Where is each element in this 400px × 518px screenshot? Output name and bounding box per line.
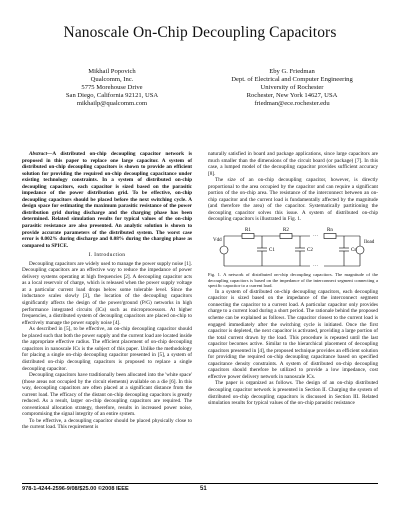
author-block-1: [22, 68, 202, 108]
author-city: San Diego, California 92121, USA: [65, 92, 159, 100]
paragraph: To be effective, a decoupling capacitor should be placed physically close to the current load. This requirement is: [22, 417, 192, 431]
author-affiliation: Qualcomm, Inc.: [90, 76, 134, 84]
current-load-symbol: [356, 246, 364, 254]
figure-1: [208, 226, 378, 272]
abstract: [22, 151, 192, 249]
label-c2: C2: [307, 248, 313, 254]
paragraph: Decoupling capacitors are widely used to manage the power supply noise [1]. Decoupling capacitors are an effective way to reduce the impedance of power delivery systems operating at high frequencies [2]. A decoupling capacitor acts as a local reservoir of charge, which is released when the power supply voltage at a particular current load drops below some tolerable level. Since the inductance scales slowly [3], the location of the decoupling capacitors significantly affects the design of the power/ground (P/G) networks in high performance integrated circuits (ICs) such as microprocessors. At higher frequencies, a distributed system of decoupling capacitors are placed on-chip to effectively manage the power supply noise [4].: [22, 260, 192, 326]
right-column: [208, 151, 378, 407]
page-number: 51: [200, 486, 207, 492]
section-heading: I. Introduction: [88, 252, 126, 259]
paragraph: The size of an on-chip decoupling capacitor, however, is directly proportional to the area occupied by the capacitor and can require a significant portion of the on-chip area. The resistance of the interconnect between an on-chip capacitor and the current load is fundamentally affected by the magnitude (and therefore the area) of the capacitor. Systematically partitioning the decoupling capacitor solves this issue. A system of distributed on-chip decoupling capacitors is illustrated in Fig. 1.: [208, 177, 378, 223]
label-iload: Iload: [364, 240, 375, 246]
footer-isbn: 978-1-4244-2596-9/08/$25.00 ©2008 IEEE: [22, 486, 129, 492]
footer-divider: [22, 483, 378, 484]
resistor-rn: [324, 234, 336, 239]
voltage-source-symbol: [220, 246, 228, 254]
label-r1: R1: [245, 228, 251, 234]
label-cn: Cn: [351, 248, 357, 254]
author-name: Mikhail Popovich: [88, 68, 136, 75]
resistor-r2: [280, 234, 292, 239]
abstract-lead: Abstract—: [29, 151, 53, 157]
label-dots: ···: [313, 264, 318, 270]
figure-caption: Fig. 1. A network of distributed on-chip decoupling capacitors. The magnitude of the decoupling capacitors is based on the impedance of the interconnect segment connecting a specific capacitor to a current load.: [208, 272, 378, 289]
paragraph: In a system of distributed on-chip decoupling capacitors, each decoupling capacitor is sized based on the impedance of the interconnect segment connecting the capacitor to a current load. A particular capacitor only provides charge to a current load during a short period. The rationale behind the proposed scheme can be explained as follows. The capacitor closest to the current load is engaged immediately after the switching cycle is initiated. Once the first capacitor is depleted, the next capacitor is activated, providing a large portion of the total current drawn by the load. This procedure is repeated until the last capacitor becomes active. Similar to the hierarchical placement of decoupling capacitors presented in [4], the proposed technique provides an efficient solution for providing the required on-chip decoupling capacitance based on specified capacitance density constraints. A system of distributed on-chip decoupling capacitors should therefore be utilized to provide a low impedance, cost effective power delivery network in nanoscale ICs.: [208, 288, 378, 380]
label-vdd: Vdd: [213, 238, 222, 244]
paper-title: Nanoscale On-Chip Decoupling Capacitors: [63, 24, 337, 41]
abstract-text: A distributed on-chip decoupling capacitor network is proposed in this paper to replace one large capacitor. A system of distributed on-chip decoupling capacitors is shown to provide an efficient solution for providing the required on-chip decoupling capacitance under existing technology constraints. In a system of distributed on-chip decoupling capacitors, each capacitor is sized based on the parasitic impedance of the power distribution grid. To be effective, on-chip decoupling capacitors should be placed before the next switching cycle. A design space for estimating the maximum parasitic resistance of the power distribution grid during discharge and the charging phase has been determined. Related simulation results for typical values of the on-chip parasitic resistance are also presented. An analytic solution is shown to provide accurate parameters of the distributed system. The worst case error is 0.002% during discharge and 0.08% during the charging phase as compared to SPICE.: [22, 151, 192, 249]
author-email[interactable]: mikhailp@qualcomm.com: [76, 100, 148, 108]
author-block-2: [202, 68, 382, 108]
author-address: 5775 Morehouse Drive: [81, 84, 143, 92]
paragraph: Decoupling capacitors have traditionally been allocated into the 'white space' (those areas not occupied by the circuit elements) available on a die [6]. In this way, decoupling capacitors are often placed at a significant distance from the current load. The efficacy of the distant on-chip decoupling capacitors is greatly reduced. As a result, larger on-chip decoupling capacitors are required. The conventional allocation strategy, therefore, results in increased power noise, compromising the signal integrity of an entire system.: [22, 372, 192, 418]
author-city: Rochester, New York 14627, USA: [246, 92, 338, 100]
author-name: Eby G. Friedman: [269, 68, 315, 75]
author-address: University of Rochester: [260, 84, 324, 92]
label-dots: ···: [313, 234, 318, 240]
resistor-r1: [242, 234, 254, 239]
author-email[interactable]: friedman@ece.rochester.edu: [254, 100, 330, 108]
label-c1: C1: [269, 248, 275, 254]
paragraph: naturally satisfied in board and package applications, since large capacitors are much smaller than the dimensions of the circuit board (or package) [7]. In this case, a lumped model of the decoupling capacitor provides sufficient accuracy [8].: [208, 151, 378, 177]
paragraph: The paper is organized as follows. The design of an on-chip distributed decoupling capacitor network is presented in Section II. Charging the system of distributed on-chip decoupling capacitors is discussed in Section III. Related simulation results for typical values of the on-chip parasitic resistance: [208, 380, 378, 407]
label-r2: R2: [283, 228, 289, 234]
author-affiliation: Dept. of Electrical and Computer Engineering: [231, 76, 353, 84]
left-column: [22, 151, 192, 431]
label-rn: Rn: [327, 228, 333, 234]
circuit-diagram: [212, 226, 376, 272]
paragraph: As described in [5], to be effective, an on-chip decoupling capacitor should be placed such that both the power supply and the current load are located inside the appropriate effective radius. The efficient placement of on-chip decoupling capacitors in nanoscale ICs is the subject of this paper. Unlike the methodology for placing a single on-chip decoupling capacitor presented in [5], a system of distributed on-chip decoupling capacitors is proposed to replace a single decoupling capacitor.: [22, 326, 192, 372]
